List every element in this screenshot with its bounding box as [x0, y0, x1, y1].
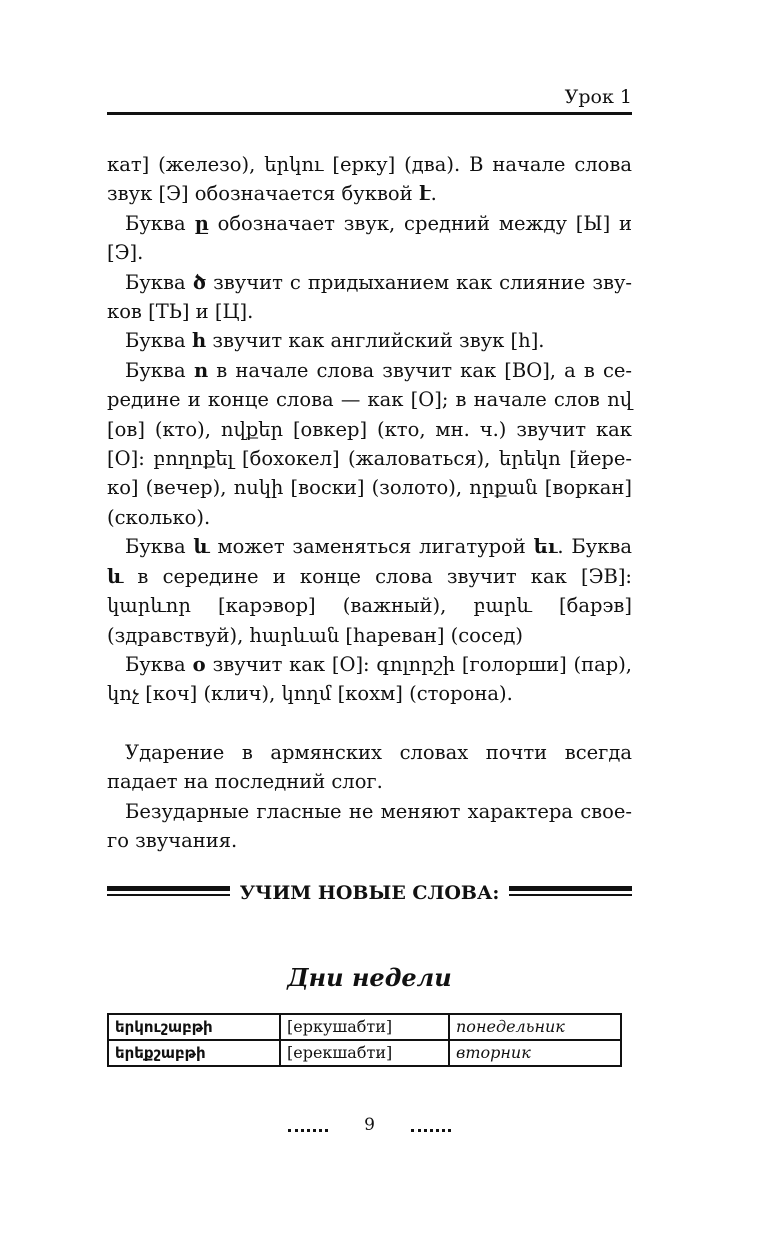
paragraph: [107, 209, 632, 268]
text-run: Буква: [125, 358, 194, 382]
table-row: [108, 1040, 621, 1066]
letter-highlight: ծ: [192, 270, 207, 294]
page-number: 9: [364, 1115, 375, 1135]
text-run: Буква: [125, 652, 193, 676]
text-run: Буква: [125, 211, 195, 235]
table-title: Дни недели: [287, 963, 452, 992]
paragraph: [107, 797, 632, 856]
paragraph: [107, 356, 632, 532]
text-run: звучит как [О]: գոլորշի [голорши] (пар), կոչ [коч] (клич), կողմ [кохм] (сторона).: [107, 652, 633, 706]
letter-highlight: եւ: [533, 535, 558, 559]
letter-highlight: ը: [194, 211, 209, 235]
letter-highlight: օ: [192, 652, 206, 676]
page-footer: [107, 1113, 632, 1137]
section-banner-title: УЧИМ НОВЫЕ СЛОВА:: [239, 882, 500, 904]
letter-highlight: հ: [191, 329, 207, 353]
paragraph: [107, 738, 632, 797]
text-run: обозначает звук, средний между [Ы] и [Э].: [107, 211, 633, 265]
letter-highlight: է: [418, 182, 431, 206]
text-run: в середине и конце слова звучит как [ЭВ]: կարևոր [карэвор] (важный), բարև [барэв] (здравствуй), հարևան [hареван] (сосед): [107, 564, 632, 647]
text-run: .: [430, 182, 437, 206]
russian-translation: понедельник: [449, 1014, 621, 1040]
russian-translation: вторник: [449, 1040, 621, 1066]
paragraph: [107, 532, 632, 650]
armenian-word: երեքշաբթի: [108, 1040, 280, 1066]
text-run: երկու: [264, 153, 324, 176]
text-run: Ударение в армянских словах почти всегда падает на последний слог.: [107, 740, 632, 794]
paragraph: [107, 150, 632, 209]
text-run: звучит с придыханием как слияние звуков [ТЬ] и [Ц].: [107, 270, 633, 324]
paragraph: [107, 326, 632, 355]
text-run: Безударные гласные не меняют характера своего звучания.: [107, 799, 632, 852]
text-run: Буква: [125, 535, 194, 559]
footer-dots-right: [411, 1125, 451, 1132]
letter-highlight: ո: [193, 358, 209, 382]
text-run: может заменяться лигатурой: [209, 535, 534, 559]
banner-left-bars: [107, 886, 230, 900]
text-run: Буква: [125, 329, 192, 353]
table-row: [108, 1014, 621, 1040]
banner-right-bars: [509, 886, 632, 900]
text-run: в начале слова звучит как [ВО], а в середине и конце слова — как [О]; в начале слов ով [ов] (кто), ովքեր [овкер] (кто, мн. ч.) звучит как [О]: բողոքել [бохокел] (жаловаться), երեկո [йереко] (вечер), ոսկի [воски] (золото), որքան [воркан] (сколько).: [107, 358, 633, 529]
text-run: [ерку] (два). В начале слова звук [Э] обозначается буквой: [107, 153, 632, 206]
section-banner: [107, 880, 632, 906]
header-rule: [107, 112, 632, 115]
transcription: [ерекшабти]: [280, 1040, 449, 1066]
paragraph-gap: [107, 709, 632, 738]
transcription: [еркушабти]: [280, 1014, 449, 1040]
paragraph: [107, 268, 632, 327]
text-run: . Буква: [557, 535, 633, 559]
footer-dots-left: [288, 1125, 328, 1132]
body-text: [107, 150, 632, 855]
running-head: Урок 1: [564, 86, 632, 108]
text-run: звучит как английский звук [h].: [206, 329, 545, 353]
vocab-table: [107, 1013, 622, 1067]
letter-highlight: և: [193, 535, 210, 559]
text-run: кат] (железо),: [107, 153, 265, 176]
armenian-word: երկուշաբթի: [108, 1014, 280, 1040]
text-run: Буква: [125, 270, 193, 294]
letter-highlight: և: [107, 564, 124, 588]
paragraph: [107, 650, 632, 709]
